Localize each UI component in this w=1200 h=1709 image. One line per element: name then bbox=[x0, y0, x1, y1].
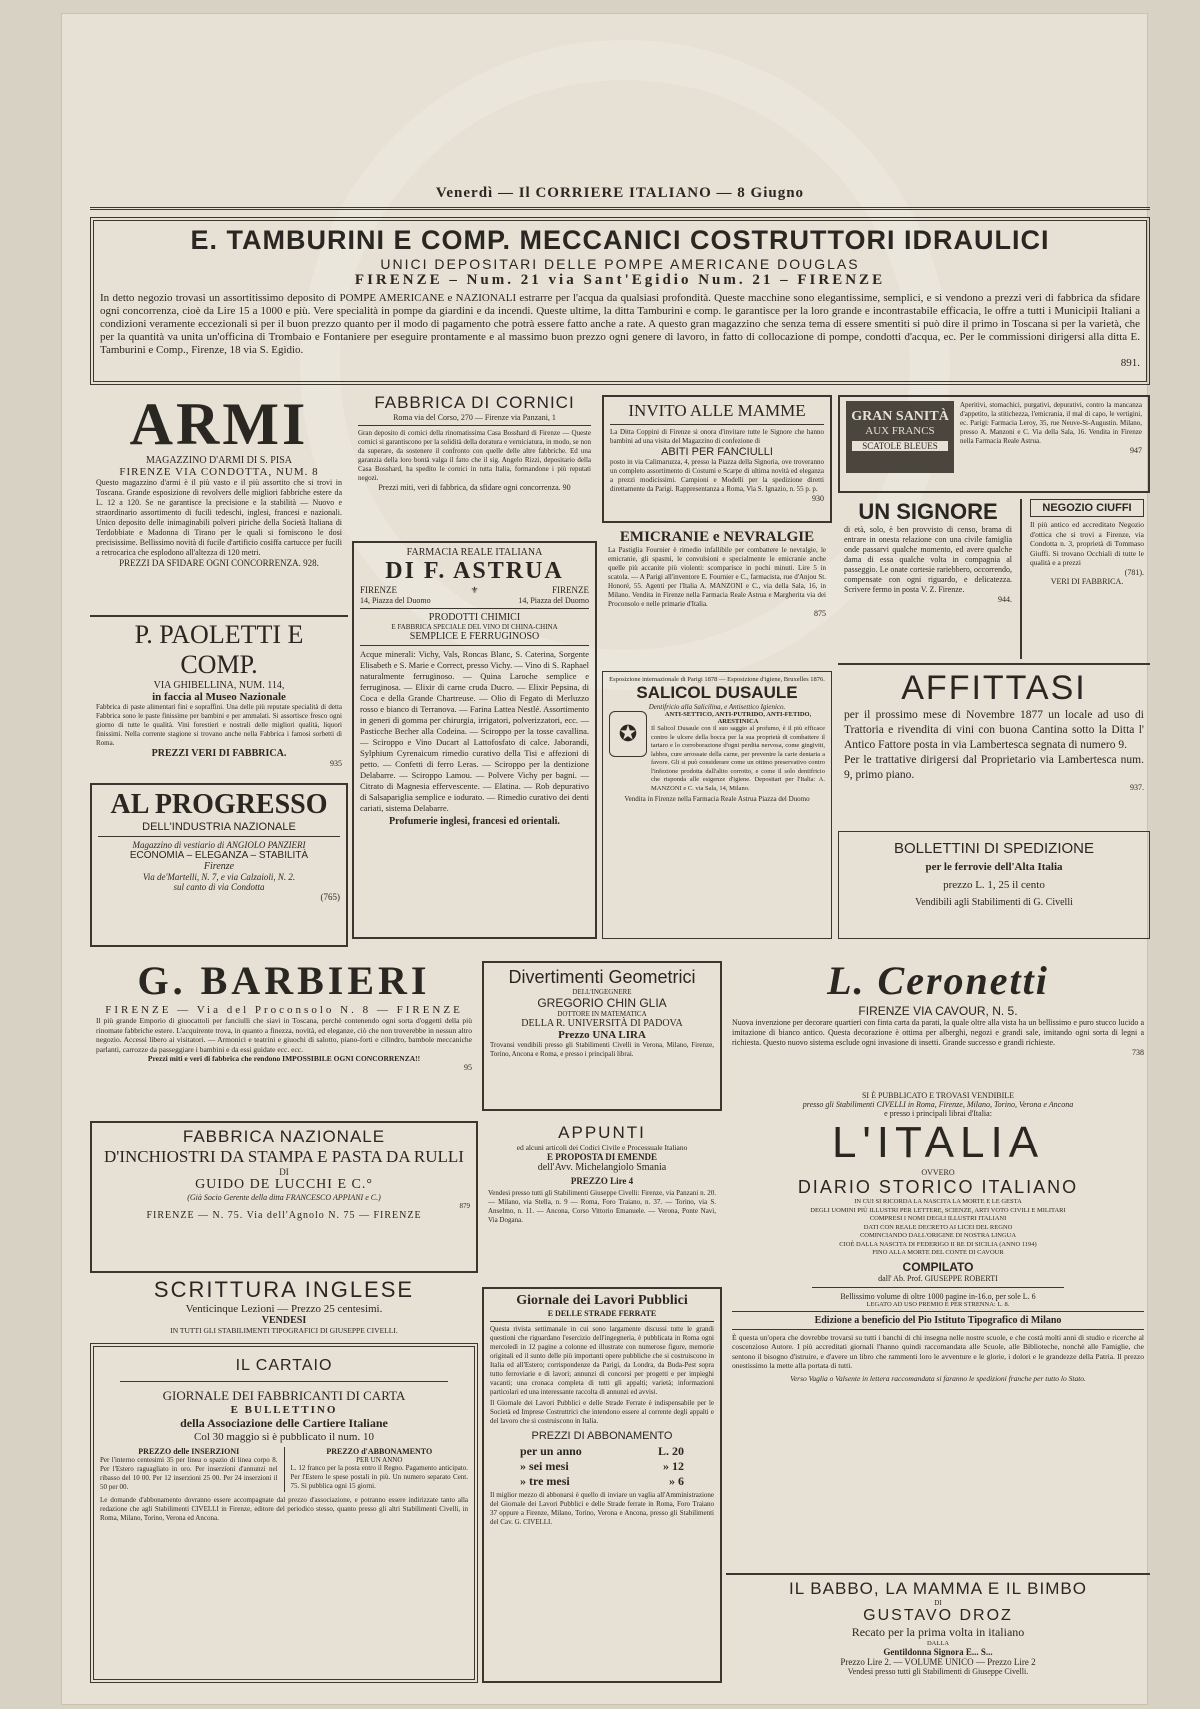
ad-title: SCRITTURA INGLESE bbox=[153, 1277, 415, 1302]
price-title: PREZZI DI ABBONAMENTO bbox=[531, 1430, 673, 1442]
ad-armi bbox=[90, 391, 348, 613]
ad-babbo bbox=[726, 1577, 1150, 1683]
ad-body: Nuova invenzione per decorare quartieri con finta carta da parati, la quale oltre alla vista ha un bellissimo e puro stucco lucido a imitazione di bianco antico. Questa decorazione è ottima per alberghi, negozi e grandi sale, imitando ogni sorta di legni a richiesta. Questo nuovo sistema esclude ogni invasione di insetti. Grande successo e grandi richieste. bbox=[732, 1018, 1144, 1047]
price-row bbox=[520, 1474, 684, 1489]
ad-subtitle: Dentifricio alla Salicilina, e Antisettico Igienico. bbox=[648, 703, 786, 711]
ad-emicranie bbox=[602, 527, 832, 667]
ad-di: DI bbox=[279, 1167, 289, 1177]
address-right: 14, Piazza del Duomo bbox=[518, 596, 589, 605]
ad-title: D'INCHIOSTRI DA STAMPA E PASTA DA RULLI bbox=[104, 1147, 464, 1166]
italia-line: COMINCIANDO DALL'ORIGINE DI NOSTRA LINGUA bbox=[859, 1232, 1017, 1239]
ad-top: presso gli Stabilimenti CIVELLI in Roma, Firenze, Milano, Torino, Verona e Ancona bbox=[802, 1100, 1074, 1109]
ad-footer: PREZZI VERI DI FABBRICA. bbox=[151, 748, 287, 759]
ad-number: 930 bbox=[812, 494, 824, 503]
ad-title: FABBRICA NAZIONALE bbox=[182, 1127, 386, 1146]
ad-subtitle: DELLA R. UNIVERSITÀ DI PADOVA bbox=[521, 1018, 683, 1029]
ad-price: Bellissimo volume di oltre 1000 pagine in-16.o, per sole L. 6 bbox=[840, 1291, 1036, 1301]
ad-price: LEGATO AD USO PREMIO E PER STRENNA: L. 8. bbox=[866, 1300, 1010, 1308]
ad-footer: Vendesi presso tutti gli Stabilimenti di Giuseppe Civelli. bbox=[847, 1667, 1029, 1676]
ad-subtitle: FARMACIA REALE ITALIANA bbox=[406, 547, 543, 558]
ad-number: 935 bbox=[330, 759, 342, 768]
ad-body: di età, solo, è ben provvisto di censo, brama di entrare in onesta relazione con una civile famiglia onde passarvi qualche momento, ed avere qualche dama di essa qualche volta in compagnia al passeggio. Le onate cortesie rariebbero, occorrendo, compensate con ogni riguardo, e delicatezza. Scrivere fermo in posta V. Z. Firenze. bbox=[844, 525, 1012, 594]
ad-lavori-pubblici bbox=[482, 1287, 722, 1683]
ad-number: (765) bbox=[320, 892, 340, 902]
ad-top: Esposizione internazionale di Parigi 1878 — Esposizione d'igiene, Bruxelles 1876. bbox=[609, 676, 825, 683]
ad-number: 95 bbox=[464, 1063, 472, 1072]
ad-cartaio bbox=[90, 1343, 478, 1683]
ad-number: 875 bbox=[814, 609, 826, 618]
crest-icon: ⚜ bbox=[470, 585, 479, 595]
ad-footer: Vendita in Firenze nella Farmacia Reale Astrua Piazza del Duomo bbox=[624, 795, 810, 803]
ad-author: GUSTAVO DROZ bbox=[863, 1607, 1013, 1624]
price-value: » 6 bbox=[669, 1474, 684, 1488]
ad-title: IL CARTAIO bbox=[235, 1357, 333, 1374]
ad-address: FIRENZE — Via del Proconsolo N. 8 — FIRENZE bbox=[105, 1004, 463, 1016]
ad-affittasi bbox=[838, 667, 1150, 827]
ad-title: UN SIGNORE bbox=[858, 499, 998, 524]
ad-subtitle: dell'Avv. Michelangiolo Smania bbox=[537, 1162, 667, 1173]
ad-title: Divertimenti Geometrici bbox=[508, 967, 696, 987]
italia-line: DATI CON REALE DECRETO AI LICEI DEL REGNO bbox=[863, 1223, 1013, 1231]
ad-title: FABBRICA DI CORNICI bbox=[374, 393, 575, 412]
ad-title: L'ITALIA bbox=[831, 1118, 1045, 1167]
divider bbox=[1020, 499, 1022, 659]
ad-body: In detto negozio trovasi un assortitissimo deposito di POMPE AMERICANE e NAZIONALI estrarre per l'acqua da qualsiasi profondità. Queste macchine sono elegantissime, semplici, e si vendono a prezzi veri di fabbrica da sfidare ogni concorrenza, cioè da Lire 15 a 1000 e più. Vere specialità in pompe da giardini e da incendi. Queste ultime, la ditta Tamburini e comp. le garantisce per la loro grande e incontrastabile efficacia, le offre a tutti i Municipii Italiani a condizioni veramente eccezionali si per il buon prezzo quanto per il modo di pagamento che potrà essere fatto anche a rate. A questo gran magazzino che senza tema di essere smentiti si può dire il primo in Toscana si per la varietà, che per la quantità va unita un'officina di Trombaio e Fontaniere per eseguire prontamente e al massimo buon prezzo ogni genere di lavoro, in fatto di collocazione di pompe, condotti d'acqua, ec. Per le commissioni dirigersi alla ditta E. Tamburini e Comp., Firenze, 18 via S. Egidio. bbox=[100, 292, 1140, 356]
ad-number: 944. bbox=[998, 595, 1012, 604]
ad-body: Fabbrica di paste alimentari fini e sopraffini. Una delle più reputate specialità di detta Fabbrica sono le paste finissime per bambini e per ammalati. Si assortisce fresco ogni giorno di tutte le qualità. Vini forestieri e nostrali delle migliori qualità, liquori finissimi. Nella corrente stagione si trovano anche nella Fabbrica i famosi sorbetti di Roma. bbox=[96, 703, 342, 747]
ad-progresso bbox=[90, 783, 348, 947]
ad-subtitle: Col 30 maggio si è pubblicato il num. 10 bbox=[194, 1431, 374, 1443]
col-title: PREZZO d'ABBONAMENTO bbox=[326, 1447, 433, 1456]
ad-title: ARMI bbox=[129, 391, 309, 457]
ad-subtitle: ANTI-SETTICO, ANTI-PUTRIDO, ANTI-FETIDO, ARESTINICA bbox=[664, 711, 812, 725]
ad-price: PREZZO Lire 4 bbox=[570, 1176, 634, 1186]
ad-subtitle: in faccia al Museo Nazionale bbox=[152, 691, 286, 703]
ad-title: AFFITTASI bbox=[901, 669, 1087, 707]
ad-body: Il Salicol Dusaule con il suo saggio al profumo, è il più efficace contro le ulcere della bocca per la sua proprietà di combattere il tartaro e lo corroborazione d'ogni perdita nervosa, come gingiviti, labbra, cure arrossate della carne, per prevenire la carie dentaria a favore. Gli si può considerare come un ottimo preservativo contro l'infezione prodotta dall'alito corrotto, e come il solo dentifricio che risponda alle esigenze d'igiene. Depositari per l'Italia: A. MANZONI e C. via Sala, 14, Milano. bbox=[651, 725, 825, 792]
ad-subtitle: per le ferrovie dell'Alta Italia bbox=[925, 861, 1063, 873]
divider bbox=[90, 615, 348, 617]
ad-ciuffi bbox=[1024, 497, 1150, 661]
ad-footer: Prezzi miti e veri di fabbrica che rendono IMPOSSIBILE OGNI CONCORRENZA!! bbox=[147, 1054, 421, 1063]
ad-footer: IN TUTTI GLI STABILIMENTI TIPOGRAFICI DI GIUSEPPE CIVELLI. bbox=[170, 1326, 398, 1335]
ad-body: Aperitivi, stomachici, purgativi, depurativi, contro la mancanza d'appetito, la stitichezza, l'emicrania, il mal di capo, le vertigini, ec. Parigi: Farmacia Leroy, 35, rue Neuve-St-Augustin. Milano, presso A. Manzoni e C. Via della Sala, 16. Vendita in Firenze nella Farmacia Reale Astrua. bbox=[960, 401, 1142, 445]
ad-body: Trovansi vendibili presso gli Stabilimenti Civelli in Verona, Milano, Firenze, Torino, Ancona e Roma, e presso i principali librai. bbox=[490, 1041, 714, 1058]
ad-number: 947 bbox=[1130, 446, 1142, 455]
ad-footer: Le domande d'abbonamento dovranno essere accompagnate dal prezzo d'associazione, e potranno essere indirizzate tanto alla redazione che agli Stabilimenti CIVELLI in Firenze, editore del periodico stesso, quanto presso gli altri Stabilimenti Civelli, in Roma, Milano, Torino, Verona ed Ancona. bbox=[100, 1496, 468, 1522]
price-value: L. 20 bbox=[657, 1444, 684, 1458]
ad-appunti bbox=[482, 1121, 722, 1281]
ad-title: BOLLETTINI DI SPEDIZIONE bbox=[893, 840, 1095, 857]
ad-title: L. Ceronetti bbox=[827, 958, 1049, 1003]
ad-address: FIRENZE – Num. 21 via Sant'Egidio Num. 21 – FIRENZE bbox=[354, 272, 886, 288]
ad-title: P. PAOLETTI E COMP. bbox=[134, 620, 304, 679]
ad-title: APPUNTI bbox=[558, 1123, 646, 1142]
ad-title: AL PROGRESSO bbox=[110, 789, 328, 820]
col-title: PREZZO delle INSERZIONI bbox=[138, 1447, 240, 1456]
ad-author: GUIDO DE LUCCHI E C.° bbox=[195, 1177, 373, 1192]
ad-title: EMICRANIE e NEVRALGIE bbox=[619, 529, 815, 545]
ad-subtitle: DELL'INDUSTRIA NAZIONALE bbox=[142, 821, 296, 833]
ad-subtitle: Recato per la prima volta in italiano bbox=[851, 1625, 1025, 1639]
ad-title: INVITO ALLE MAMME bbox=[628, 401, 806, 420]
ad-body: Questa rivista settimanale in cui sono largamente discussi tutte le grandi questioni che riguardano l'esercizio dell'ingegneria, è pubblicata in Roma ogni mercoledì in 12 pagine a colonne ed illustrate con numerose figure, memorie originali ed il sunto delle più importanti opere pubbliche che si costruiscono in Italia ed all'Estero; corrispondenze da Parigi, da Londra, da Buda-Pest sopra tutto ferroviarie e di lavori; annunzi di concorsi per progetti e per impieghi vacanti; una cronaca completa di tutti gli appalti; varietà; informazioni particolari ed una interessante raccolta di annunzi ed avvisi. bbox=[490, 1325, 714, 1396]
price-label: » sei mesi bbox=[520, 1459, 569, 1473]
italia-line: CIOÈ DALLA NASCITA DI FEDERIGO II RE DI SICILIA (ANNO 1194) bbox=[839, 1240, 1037, 1248]
ad-subtitle: (Già Socio Gerente della ditta FRANCESCO APPIANI e C.) bbox=[187, 1193, 381, 1202]
ad-top: SI È PUBBLICATO E TROVASI VENDIBILE bbox=[861, 1091, 1015, 1100]
ad-title: Giornale dei Lavori Pubblici bbox=[516, 1293, 688, 1308]
ad-body: Il più antico ed accreditato Negozio d'ottica che si trovi a Firenze, via Condotta n. 3, proprietà di Tommaso Giuffi. Si trovano Occhiali di tutte le qualità e a prezzi bbox=[1030, 520, 1144, 567]
ad-line: Firenze bbox=[203, 861, 235, 872]
italia-line: FINO ALLA MORTE DEL CONTE DI CAVOUR bbox=[872, 1249, 1004, 1256]
italia-line: COMPRESI I NOMI DEGLI ILLUSTRI ITALIANI bbox=[869, 1215, 1007, 1222]
ad-paoletti bbox=[90, 618, 348, 778]
ad-subtitle: E DELLE STRADE FERRATE bbox=[547, 1309, 657, 1318]
medal-icon: ✪ bbox=[609, 711, 647, 757]
ad-body: La Pastiglia Fournier è rimedio infallibile per combattere le nevralgie, le emicranie, gli spasmi, le convulsioni e specialmente le emicranie anche quelle più accanite più violenti: scomparisce in pochi minuti. Lire 5 in scatola. — A Parigi all'inventore E. Fournier e C., farmacista, rue d'Anjou St. Honoré, 55. Agenti per l'Italia A. MANZONI e C., via della Sala, 16, in Milano. Vendita in Firenze nella Farmacia Reale Astrua e Margherita via dei Proconsolo e nelle primarie d'Italia. bbox=[608, 546, 826, 608]
ad-footer: Prezzi miti, veri di fabbrica, da sfidare ogni concorrenza. 90 bbox=[378, 483, 571, 492]
ad-title: E. TAMBURINI E COMP. MECCANICI COSTRUTTORI IDRAULICI bbox=[190, 225, 1050, 255]
ad-mamme bbox=[602, 395, 832, 523]
ad-ceronetti bbox=[726, 955, 1150, 1085]
ad-translator: Gentildonna Signora E... S... bbox=[883, 1647, 993, 1657]
ad-salicol bbox=[602, 671, 832, 939]
col-subtitle: PER UN ANNO bbox=[356, 1456, 403, 1464]
ad-signore bbox=[838, 497, 1018, 661]
ad-price: Prezzo UNA LIRA bbox=[558, 1029, 646, 1041]
ad-body: Per le trattative dirigersi dal Proprietario via Lambertesca num. 9, primo piano. bbox=[844, 754, 1144, 781]
ad-address: FIRENZE VIA CONDOTTA, NUM. 8 bbox=[119, 466, 319, 478]
newspaper-page bbox=[90, 185, 1150, 1685]
ad-body: La Ditta Coppini di Firenze si onora d'invitare tutte le Signore che hanno bambini ad una visita del Magazzino di confezione di bbox=[610, 428, 824, 445]
logo-text: GRAN SANITÀ bbox=[851, 409, 949, 424]
ad-address: FIRENZE — N. 75. Via dell'Agnolo N. 75 — FIRENZE bbox=[146, 1210, 422, 1221]
price-row bbox=[520, 1459, 684, 1474]
ad-subtitle: GIORNALE DEI FABBRICANTI DI CARTA bbox=[162, 1388, 406, 1403]
ad-title: G. BARBIERI bbox=[137, 958, 431, 1003]
ad-subtitle: DELL'INGEGNERE bbox=[572, 988, 632, 996]
ad-footer: VERI DI FABBRICA. bbox=[1050, 576, 1124, 586]
ad-body: Acque minerali: Vichy, Vals, Roncas Blanc, S. Caterina, Sorgente Elisabeth e S. Marie e Correct, presso Vichy. — Vino di S. Raphael naturalmente ferruginoso. — Quina Laroche semplice e ferruginosa. — Elixir di carne cruda Ducro. — Elixir Pepsina, di Coca e della Grande Chartreuse. — Olio di Fegato di Merluzzo rosso e bianco di Terranova. — Farina Lattea Nestlé. Assortimento in generi di gomma per chirurgia, irrigatori, polverizzatori, ecc. — Pasticche Becher alla Codeina. — Sciroppo per la tosse cavallina. — Sciroppo e Vino Ducart al Lattofosfato di calce. Jaborandi, Sylphium Cyrenaicum rimedio curativo della Tisi e affezioni di petto. — Confetti di ferro Leras. — Sciroppo per la dentizione Delabarre. — Sciroppo Lamou. — Polvere Vichy per bagni. — Citrato di Magnesia effervescente. — Elatina. — Rob depurativo di Salsapariglia semplice e iodurato. — Rimedio curativo dei denti cariati, sistema Delabarre. bbox=[360, 649, 589, 813]
ad-subtitle: ABITI PER FANCIULLI bbox=[661, 446, 773, 458]
ad-price: Prezzo Lire 2. — VOLUME UNICO — Prezzo Lire 2 bbox=[840, 1657, 1036, 1667]
divider bbox=[838, 663, 1150, 665]
ad-di: DI bbox=[934, 1599, 942, 1607]
ad-subtitle: UNICI DEPOSITARI DELLE POMPE AMERICANE DOUGLAS bbox=[380, 256, 860, 272]
ad-address: Roma via del Corso, 270 — Firenze via Panzani, 1 bbox=[393, 413, 556, 422]
ad-number: 738 bbox=[1132, 1048, 1144, 1057]
ad-footer: PREZZI DA SFIDARE OGNI CONCORRENZA. 928. bbox=[119, 558, 319, 568]
ad-body: Questo magazzino d'armi è il più vasto e il più assortito che si trovi in Toscana. Grande esposizione di revolvers delle migliori fabbriche estere da L. 12 a 120. Se ne garantisce la precisione e la stabilità — Nuovo e straordinario assortimento di fucili tedeschi, inglesi, francesi e nazionali. Unico deposito delle inimaginabili polveri piriche della Società Italiana di Terdobbiate e Madonna di Tirano per le quali si forniscono le dosi precisissime. Bellissimo novità di fucile d'artificio cosiffa cartucce per fucili a retrocarica che esplodono all'altezza di 120 metri. bbox=[96, 478, 342, 557]
ad-body: È questa un'opera che dovrebbe trovarsi su tutti i banchi di chi insegna nelle nostre scuole, e che costà molti anni di studio e ricerche al coscenzioso Autore. I più accreditati giornali l'hanno quindi raccomandata alle Scuole, alle Biblioteche, nonchè alle Famiglie, che sentono il bisogno d'istruire, e d'avere un libro che rammenti loro le avventure e le glorie, i dolori e le grandezze della Patria. Il prezzo onestissimo la mette alla portata di tutti. bbox=[732, 1332, 1144, 1370]
ad-subtitle: E PROPOSTA DI EMENDE bbox=[546, 1152, 658, 1162]
ad-grande-sanita bbox=[838, 395, 1150, 493]
ad-number: 879 bbox=[459, 1202, 470, 1210]
logo-text: SCATOLE BLEUES bbox=[852, 441, 948, 451]
price-value: » 12 bbox=[663, 1459, 684, 1473]
ad-edizione: Edizione a beneficio del Pio Istituto Tipografico di Milano bbox=[814, 1314, 1062, 1326]
ad-body: per il prossimo mese di Novembre 1877 un locale ad uso di Trattoria e rivendita di vini con buona Cantina sotto la Ditta l' Antico Fattore posta in via Lambertesca segnata di numero 9. bbox=[844, 709, 1144, 751]
ad-subtitle: PRODOTTI CHIMICI bbox=[428, 612, 521, 623]
ad-cornici bbox=[352, 391, 597, 537]
ad-tamburini bbox=[90, 217, 1150, 385]
ad-subtitle: VENDESI bbox=[261, 1315, 307, 1326]
ad-subtitle: della Associazione delle Cartiere Italiane bbox=[180, 1416, 388, 1430]
ad-body: Il Giornale dei Lavori Pubblici e delle Strade Ferrate è indispensabile per le Società ed Imprese Costruttrici che intendono essere al corrente degli appalti e del lavoro che si costruiscono in Italia. bbox=[490, 1399, 714, 1425]
ad-astrua bbox=[352, 541, 597, 939]
sanita-logo bbox=[846, 401, 954, 473]
divider bbox=[726, 1573, 1150, 1575]
ad-number: 891. bbox=[1120, 357, 1140, 369]
ad-title: IL BABBO, LA MAMMA E IL BIMBO bbox=[789, 1579, 1087, 1598]
ad-top: e presso i principali librai d'Italia: bbox=[884, 1109, 992, 1118]
city-right: FIRENZE bbox=[551, 585, 589, 595]
ad-line: Magazzino di vestiario di ANGIOLO PANZIERI bbox=[132, 840, 306, 850]
ad-barbieri bbox=[90, 955, 478, 1115]
ad-subtitle: Venticinque Lezioni — Prezzo 25 centesimi. bbox=[185, 1303, 383, 1315]
ad-price: prezzo L. 1, 25 il cento bbox=[943, 879, 1045, 891]
ad-dalla: DALLA bbox=[926, 1640, 950, 1647]
ad-italia bbox=[726, 1089, 1150, 1569]
ad-footer: Vendibili agli Stabilimenti di G. Civelli bbox=[915, 897, 1073, 908]
ad-line: sul canto di via Condotta bbox=[173, 882, 265, 892]
ad-footer: Verso Vaglia o Valsente in lettera raccomandata si faranno le spedizioni franche per tutto lo Stato. bbox=[790, 1373, 1086, 1383]
page-header: Venerdì — Il CORRIERE ITALIANO — 8 Giugno bbox=[90, 185, 1150, 210]
col-body: Per l'interno centesimi 35 per linea o spazio di linea corpo 8. Per l'Estero raguagliato in oro. Per inserzioni d'annunzi nel ribasso del 10 00. Per 12 inserzioni 25 00. Per 24 inserzioni il 50 per 00. bbox=[100, 1456, 278, 1491]
logo-text: AUX FRANCS bbox=[865, 425, 935, 437]
ad-address: VIA GHIBELLINA, NUM. 114, bbox=[153, 680, 285, 691]
ad-title: SALICOL DUSAULE bbox=[636, 683, 798, 702]
city-left: FIRENZE bbox=[360, 585, 397, 595]
ad-address: FIRENZE VIA CAVOUR, N. 5. bbox=[858, 1004, 1018, 1018]
col-body: L. 12 franco per la posta entro il Regno. Pagamento anticipato. Per l'Estero le spese postali in più. Un numero separato Cent. 75. Si pubblica ogni 15 giorni. bbox=[290, 1464, 468, 1490]
ad-subtitle: SEMPLICE E FERRUGINOSO bbox=[409, 631, 540, 642]
ad-body: posto in via Calimaruzza, 4, presso la Piazza della Signoria, ove troveranno un completo assortimento di Costumi e Scarpe di ultima novità ed eleganza a prezzi modicissimi. Campioni e Modelli per la spedizione diretti direttamente da Parigi. Rappresentanza a Roma, Via S. Ignazio, n. 55 p. p. bbox=[610, 458, 824, 493]
ad-body: ed alcuni articoli dei Codici Civile e Processuale Italiano bbox=[516, 1143, 688, 1152]
ad-footer: Il miglior mezzo di abbonarsi è quello di inviare un vaglia all'Amministrazione del Giornale dei Lavori Pubblici e delle Strade ferrate in Roma, Foro Traiano 37 oppure a Firenze, Milano, Torino, Verona e Ancona, presso gli Stabilimenti del Cav. G. CIVELLI. bbox=[490, 1491, 714, 1526]
address-left: 14, Piazza del Duomo bbox=[360, 596, 431, 605]
ad-inchiostri bbox=[90, 1121, 478, 1273]
ad-line: ECONOMIA – ELEGANZA – STABILITÀ bbox=[129, 850, 309, 861]
ad-subtitle: E BULLETTINO bbox=[230, 1404, 338, 1416]
ad-body: Gran deposito di cornici della rinomatissima Casa Bosshard di Firenze — Queste cornici si garantiscono per la solidità della doratura e verniciatura, in modo, se non da superare, da sostenere il confronto con quelle delle altre fabbriche. Ed una garanzia della loro bontà valga il fatto che il sig. Angelo Rizzi, depositario della Casa Bosshard, ha spedito le cornici in tutta Italia, formandone i più reputati negozi. bbox=[358, 429, 591, 482]
ad-title: DI F. ASTRUA bbox=[385, 558, 564, 584]
ad-number: 937. bbox=[1130, 783, 1144, 792]
italia-line: IN CUI SI RICORDA LA NASCITA LA MORTE E LE GESTA bbox=[854, 1198, 1022, 1205]
italia-line: DEGLI UOMINI PIÙ ILLUSTRI PER LETTERE, SCIENZE, ARTI VOTO CIVILI E MILITARI bbox=[810, 1206, 1066, 1214]
ad-author: GREGORIO CHIN GLIA bbox=[537, 996, 667, 1010]
ad-subtitle: MAGAZZINO D'ARMI DI S. PISA bbox=[146, 455, 292, 466]
ad-subtitle: E FABBRICA SPECIALE DEL VINO DI CHINA-CHINA bbox=[391, 623, 558, 631]
ad-body: Il più grande Emporio di giuocattoli per fanciulli che siavi in Toscana, perchè contenendo ogni sorta d'oggetti della più rinomate fabbriche estere. L'acquirente trova, in quanto a finezza, novità, ed eleganze, ciò che non troverebbe in nessun altro negozio. Accessi libero ai visitatori. — Armonici e teatrini e giuochi di salotto, piano-forti e cilindro, bambole meccaniche parlanti, carrozze da passeggiare i bambini e da essi guidate ecc. ecc. bbox=[96, 1016, 472, 1054]
price-label: per un anno bbox=[520, 1444, 582, 1458]
ad-footer: Profumerie inglesi, francesi ed orientali. bbox=[389, 816, 560, 827]
ad-line: Via de'Martelli, N. 7, e via Calzaioli, N. 2. bbox=[142, 872, 296, 882]
price-label: » tre mesi bbox=[520, 1474, 570, 1488]
ad-ovvero: OVVERO bbox=[921, 1168, 955, 1177]
ad-subtitle: DOTTORE IN MATEMATICA bbox=[557, 1010, 647, 1018]
ad-bollettini bbox=[838, 831, 1150, 939]
ad-title: NEGOZIO CIUFFI bbox=[1030, 499, 1144, 517]
ad-compilato: COMPILATO bbox=[902, 1259, 974, 1274]
ad-body: Vendesi presso tutti gli Stabilimenti Giuseppe Civelli: Firenze, via Panzani n. 20. — Milano, via Stella, n. 9 — Roma, Foro Traiano, n. 37. — Torino, via S. Anselmo, n. 11. — Ancona, Corso Vittorio Emanuele. — Verona, Ponte Navi, Via Dogana. bbox=[488, 1189, 716, 1224]
ad-author: dall' Ab. Prof. GIUSEPPE ROBERTI bbox=[878, 1273, 998, 1283]
ad-geometrici bbox=[482, 961, 722, 1111]
ad-scrittura bbox=[90, 1275, 478, 1337]
ad-number: (781). bbox=[1124, 567, 1144, 577]
price-row bbox=[520, 1444, 684, 1459]
ad-subtitle: DIARIO STORICO ITALIANO bbox=[797, 1177, 1079, 1197]
